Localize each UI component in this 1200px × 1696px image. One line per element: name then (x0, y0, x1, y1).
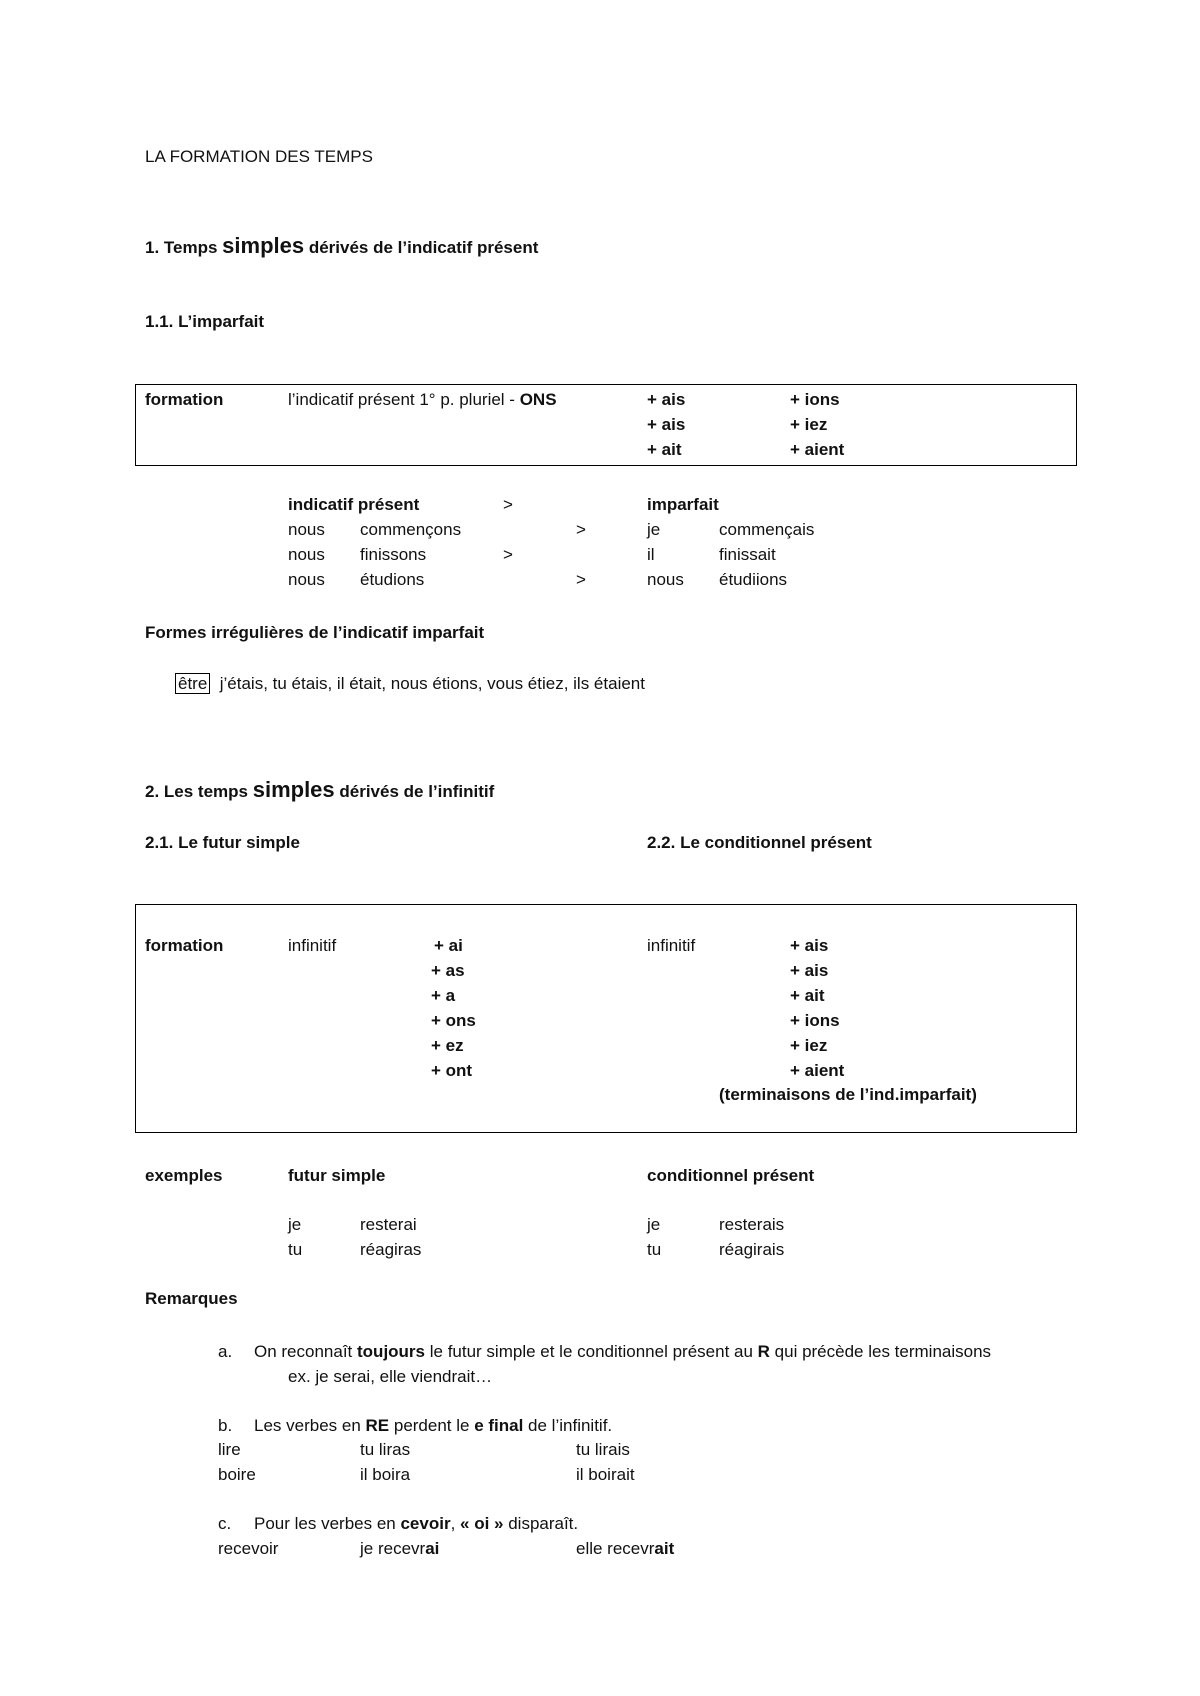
imparfait-formation-label: formation (145, 390, 224, 409)
example-pronoun: nous (647, 570, 684, 589)
remark-b-infinitive: boire (218, 1465, 256, 1484)
imparfait-rule-stem: ONS (519, 390, 557, 409)
imparfait-formation-rule (288, 390, 557, 410)
imparfait-ending: + ais (647, 390, 686, 409)
section-2-heading-pre: 2. Les temps (145, 782, 253, 801)
remark-c-part: , (450, 1514, 461, 1533)
example-verb-conditionnel: réagirais (719, 1240, 785, 1259)
example-verb-present: étudions (360, 570, 425, 589)
imparfait-examples-header-imparfait: imparfait (647, 495, 719, 514)
imparfait-examples-header-arrow: > (503, 495, 513, 514)
conditionnel-ending: + ions (790, 1011, 840, 1030)
example-verb-present: commençons (360, 520, 462, 539)
remark-a-example: ex. je serai, elle viendrait… (288, 1367, 493, 1386)
remark-b-infinitive: lire (218, 1440, 241, 1459)
remark-c-conditionnel (576, 1539, 674, 1559)
futur-formation-label: formation (145, 936, 224, 955)
irregular-verb-etre: être (175, 673, 210, 694)
remark-a-part: qui précède les terminaisons (769, 1342, 992, 1361)
section-2-heading (145, 776, 494, 806)
remark-c-futur-ending: ai (425, 1539, 440, 1558)
remark-b-marker: b. (218, 1416, 233, 1435)
remark-b-text (254, 1416, 612, 1436)
remark-b-part: Les verbes en (254, 1416, 366, 1435)
imparfait-examples-header-present: indicatif présent (288, 495, 420, 514)
remark-c-part: Pour les verbes en (254, 1514, 401, 1533)
irregular-forms-line (175, 674, 645, 694)
example-arrow: > (503, 545, 513, 564)
remark-c-futur (360, 1539, 439, 1559)
futur-ending: + ai (434, 936, 463, 955)
imparfait-ending: + aient (790, 440, 845, 459)
remark-c-emphasis: cevoir (400, 1514, 451, 1533)
remark-a-text (254, 1342, 991, 1362)
futur-ending: + a (431, 986, 456, 1005)
conditionnel-ending: + iez (790, 1036, 828, 1055)
remark-c-text (254, 1514, 578, 1534)
remark-b-part: de l’infinitif. (523, 1416, 613, 1435)
remark-c-infinitive: recevoir (218, 1539, 279, 1558)
futur-ending: + as (431, 961, 465, 980)
section-2-heading-post: dérivés de l’infinitif (334, 782, 495, 801)
imparfait-formation-box (135, 384, 1077, 466)
remark-a-part: On reconnaît (254, 1342, 358, 1361)
example-pronoun: je (647, 520, 661, 539)
conditionnel-infinitive-label: infinitif (647, 936, 696, 955)
section-1-heading-pre: 1. Temps (145, 238, 223, 257)
remark-b-futur: il boira (360, 1465, 411, 1484)
examples-header-futur: futur simple (288, 1166, 386, 1185)
example-pronoun: nous (288, 520, 325, 539)
conditionnel-ending: + ait (790, 986, 825, 1005)
futur-ending: + ons (431, 1011, 476, 1030)
imparfait-rule-text: l’indicatif présent 1° p. pluriel - (288, 390, 520, 409)
remark-c-marker: c. (218, 1514, 232, 1533)
section-1-heading-emphasis: simples (222, 233, 305, 258)
remark-a-marker: a. (218, 1342, 233, 1361)
example-pronoun: tu (647, 1240, 662, 1259)
section-1-heading (145, 232, 538, 262)
conditionnel-ending: + aient (790, 1061, 845, 1080)
remark-b-conditionnel: tu lirais (576, 1440, 630, 1459)
imparfait-ending: + ais (647, 415, 686, 434)
remark-a-part: le futur simple et le conditionnel présent au (425, 1342, 758, 1361)
remark-b-conditionnel: il boirait (576, 1465, 635, 1484)
remark-b-emphasis: e final (474, 1416, 524, 1435)
irregular-verb-forms: j’étais, tu étais, il était, nous étions, vous étiez, ils étaient (219, 674, 645, 693)
example-verb-imparfait: étudiions (719, 570, 788, 589)
irregular-forms-heading: Formes irrégulières de l’indicatif imparfait (145, 623, 485, 642)
example-pronoun: je (288, 1215, 302, 1234)
examples-label: exemples (145, 1166, 223, 1185)
remark-c-emphasis: « oi » (460, 1514, 504, 1533)
imparfait-ending: + ions (790, 390, 840, 409)
remark-c-conditionnel-stem: elle recevr (576, 1539, 655, 1558)
section-2-heading-emphasis: simples (252, 777, 335, 802)
example-verb-futur: resterai (360, 1215, 417, 1234)
remark-c-part: disparaît. (503, 1514, 579, 1533)
example-verb-imparfait: commençais (719, 520, 815, 539)
example-pronoun: nous (288, 545, 325, 564)
example-pronoun: nous (288, 570, 325, 589)
remarks-heading: Remarques (145, 1289, 238, 1308)
conditionnel-endings-note: (terminaisons de l’ind.imparfait) (719, 1085, 977, 1104)
example-pronoun: je (647, 1215, 661, 1234)
example-arrow: > (576, 570, 586, 589)
subsection-1-1-heading: 1.1. L’imparfait (145, 312, 265, 331)
section-1-heading-post: dérivés de l’indicatif présent (304, 238, 539, 257)
examples-header-conditionnel: conditionnel présent (647, 1166, 815, 1185)
remark-c-futur-stem: je recevr (360, 1539, 426, 1558)
imparfait-ending: + ait (647, 440, 682, 459)
example-verb-futur: réagiras (360, 1240, 422, 1259)
example-verb-present: finissons (360, 545, 427, 564)
futur-ending: + ez (431, 1036, 464, 1055)
futur-ending: + ont (431, 1061, 473, 1080)
example-pronoun: il (647, 545, 655, 564)
example-arrow: > (576, 520, 586, 539)
remark-b-emphasis: RE (365, 1416, 390, 1435)
subsection-2-1-heading: 2.1. Le futur simple (145, 833, 300, 852)
example-verb-imparfait: finissait (719, 545, 776, 564)
futur-infinitive-label: infinitif (288, 936, 337, 955)
remark-b-part: perdent le (389, 1416, 475, 1435)
remark-c-conditionnel-ending: ait (654, 1539, 675, 1558)
remark-a-emphasis: toujours (357, 1342, 426, 1361)
remark-a-emphasis: R (757, 1342, 770, 1361)
conditionnel-ending: + ais (790, 936, 829, 955)
example-verb-conditionnel: resterais (719, 1215, 785, 1234)
imparfait-ending: + iez (790, 415, 828, 434)
conditionnel-ending: + ais (790, 961, 829, 980)
subsection-2-2-heading: 2.2. Le conditionnel présent (647, 833, 872, 852)
example-pronoun: tu (288, 1240, 303, 1259)
document-title: LA FORMATION DES TEMPS (145, 147, 373, 166)
remark-b-futur: tu liras (360, 1440, 411, 1459)
